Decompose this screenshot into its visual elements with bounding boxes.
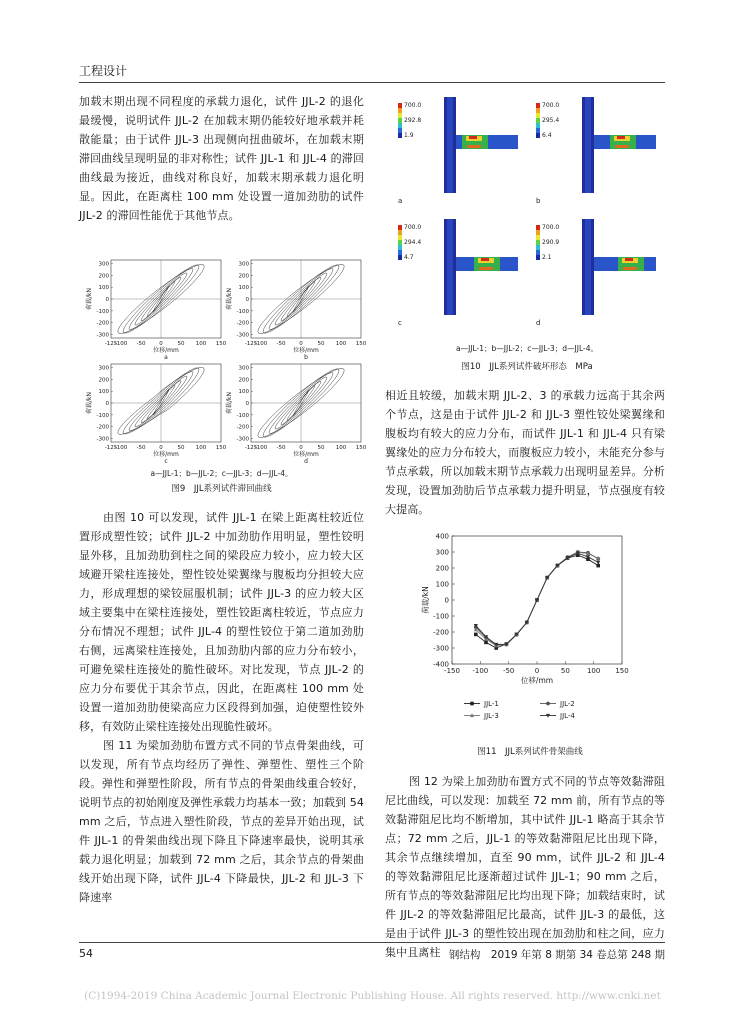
figure10-legend-swatch [398,240,402,245]
running-header: 工程设计 [79,64,128,78]
figure9-ytick-label: -100 [236,308,249,315]
figure10-legend-swatch [536,123,540,128]
figure10-panel-a [398,97,518,205]
figure10-legend-swatch [398,118,402,123]
page-number: 54 [79,947,93,960]
figure9-xtick-label: 50 [317,341,325,347]
figure10-legend-swatch [536,235,540,240]
figure10-column-web [447,219,453,315]
figure10-legend-swatch [536,128,540,133]
figure10-legend-swatch [536,240,540,245]
figure10-legend-swatch [536,250,540,255]
figure10-legend-value: 2.1 [542,254,552,261]
figure9-ytick-label: 0 [245,401,249,407]
figure9-panels [79,252,367,467]
figure10-column-web [585,219,591,315]
figure9-panel-c [85,364,227,465]
figure9-caption: 图9 JJL系列试件滞回曲线 [171,484,272,494]
figure10-panel-b [536,97,656,205]
figure9-panel-letter: a [164,354,168,361]
figure11-svg [420,530,640,730]
figure11-ytick-label: -200 [433,628,449,637]
figure9-ylabel: 荷载/kN [226,392,233,414]
figure11-ytick-label: 0 [444,596,449,605]
figure10-panel-letter: d [536,319,541,327]
right-column-top [385,386,665,519]
figure9-ytick-label: 0 [105,401,109,407]
figure9-ylabel: 荷载/kN [226,288,233,310]
figure10-legend-value: 292.8 [404,117,422,124]
figure10-panel-d [536,219,656,327]
figure11-xtick-label: -50 [502,667,515,675]
figure10-legend-value: 290.9 [542,239,560,246]
figure10-legend-swatch [398,103,402,108]
figure9-xtick-label: 50 [317,445,325,451]
figure11-legend [464,700,575,720]
left-paragraph-1: 加载末期出现不同程度的承载力退化，试件 JJL-2 的退化最缓慢，说明试件 JJL-2 在加载末期仍能较好地承载并耗散能量；由于试件 JJL-3 出现侧向扭曲破坏，在加载末期滞回曲线呈现明显的非对称性；试件 JJL-1 和 JJL-4 的滞回曲线最为接近，曲线对称良好，加载末期承载力退化明显。因此，在距离柱 100 mm 处设置一道加劲肋的试件 JJL-2 的滞回性能优于其他节点。 [79,95,364,222]
figure9-panel-a [85,260,227,361]
figure9-ytick-label: 200 [238,377,249,384]
figure9-xtick-label: 100 [195,445,207,451]
figure9-xtick-label: 0 [159,445,163,451]
figure9-ytick-label: 100 [238,285,249,292]
figure9-sublabels: a—JJL-1；b—JJL-2；c—JJL-3；d—JJL-4。 [150,469,293,478]
figure11-xtick-label: -150 [444,667,460,675]
figure9-xtick-label: -100 [114,445,128,451]
figure9-xtick-label: -50 [276,341,286,347]
figure10-legend-swatch [536,133,540,138]
left-column-top [79,92,364,225]
figure11-xtick-label: -100 [472,667,489,675]
figure9-xtick-label: 50 [177,341,185,347]
figure11-caption: 图11 JJL系列试件骨架曲线 [477,747,583,757]
figure10-legend-swatch [398,128,402,133]
figure9-ytick-label: -200 [236,424,249,431]
figure9-xtick-label: -125 [244,341,258,347]
figure10-legend-swatch [536,113,540,118]
figure11-ytick-label: -100 [433,612,449,621]
figure11-xtick-label: 50 [560,667,570,675]
figure9-ytick-label: -300 [96,332,109,339]
figure11-chart [420,530,640,730]
figure11-data-point [474,633,478,637]
figure11-ytick-label: -400 [433,660,449,669]
figure10-legend-swatch [398,108,402,113]
figure11-legend-label: JJL-2 [560,700,575,708]
figure11-ylabel: 荷载/kN [421,586,430,614]
figure9-xtick-label: -125 [104,445,118,451]
figure11-ytick-label: 300 [435,548,449,557]
figure9-xtick-label: 0 [299,341,303,347]
figure9-ytick-label: -100 [236,412,249,419]
figure10-panels [392,95,662,340]
figure10-legend-value: 4.7 [404,254,414,261]
figure10-legend-value: 6.4 [542,132,552,139]
left-paragraph-2: 由图 10 可以发现，试件 JJL-1 在梁上距离柱较近位置形成塑性铰；试件 JJL-2 中加劲肋作用明显，塑性铰明显外移，且加劲肋到柱之间的梁段应力较小，应力较大区域避开梁柱连接处，塑性铰处梁翼缘与腹板均分担较大应力，形成理想的梁铰屈服机制；试件 JJL-3 的应力较大区域主要集中在梁柱连接处，塑性铰距离柱较近，节点应力分布情况不理想；试件 JJL-4 的塑性铰位于第二道加劲肋右侧，远离梁柱连接处，且加劲肋内部的应力分布较小，可避免梁柱连接处的脆性破坏。对比发现，节点 JJL-2 的应力分布要优于其余节点，因此，在距离柱 100 mm 处设置一道加劲肋使梁高应力区段得到加强，迫使塑性铰外移，有效防止梁柱连接处出现脆性破坏。 [79,511,364,733]
figure9-xtick-label: -50 [276,445,286,451]
figure10-legend-swatch [536,118,540,123]
figure9-xtick-label: -125 [244,445,258,451]
figure9-ytick-label: 100 [238,389,249,396]
figure9-ylabel: 荷载/kN [86,288,93,310]
figure10-legend-swatch [398,133,402,138]
figure11-legend-label: JJL-4 [560,712,575,720]
figure9-xtick-label: -125 [104,341,118,347]
figure9-ylabel: 荷载/kN [86,392,93,414]
journal-info: 钢结构 2019 年第 8 期第 34 卷总第 248 期 [448,949,665,961]
figure10-legend-value: 700.0 [404,102,422,109]
figure9-ytick-label: 100 [98,389,109,396]
figure10-legend-swatch [536,225,540,230]
figure9-ytick-label: -300 [236,436,249,443]
left-column-bottom [79,508,364,907]
figure9-panel-letter: c [164,458,168,465]
figure11-legend-label: JJL-3 [484,712,499,720]
figure10-stress-peak [617,136,625,139]
figure11-ytick-label: 100 [435,580,449,589]
figure10-legend-value: 1.9 [404,132,414,139]
figure11-legend-label: JJL-1 [484,700,499,708]
figure9-xlabel: 位移/mm [293,451,319,458]
figure10-legend-value: 700.0 [542,224,560,231]
figure9-ytick-label: -300 [236,332,249,339]
figure9-xtick-label: 100 [195,341,207,347]
figure11-xtick-label: 100 [586,667,601,675]
figure10-svg [392,95,662,340]
figure9-ytick-label: 300 [238,365,249,372]
figure11-series-jjl-4 [474,552,601,647]
figure9-xtick-label: -50 [136,341,146,347]
figure10-legend-swatch [536,108,540,113]
figure10-stress-peak [467,145,481,148]
figure9-ytick-label: 100 [98,285,109,292]
figure10-panel-c [398,219,518,327]
figure9-ytick-label: 300 [98,365,109,372]
figure10-legend-swatch [536,230,540,235]
figure10-caption: 图10 JJL系列试件破坏形态 MPa [461,362,593,372]
figure9-xtick-label: -100 [254,445,268,451]
figure10-panel-letter: c [398,319,402,327]
figure9-xtick-label: 150 [355,445,367,451]
figure10-legend-swatch [398,245,402,250]
figure10-legend-swatch [536,245,540,250]
figure11-xtick-label: 0 [534,667,540,675]
figure9-ytick-label: -200 [96,320,109,327]
figure10-column-web [585,97,591,193]
figure9-xlabel: 位移/mm [153,347,179,354]
figure9-xtick-label: 100 [335,341,347,347]
figure9-ytick-label: 200 [98,273,109,280]
figure10-panel-letter: b [536,197,541,205]
figure10-legend-value: 700.0 [542,102,560,109]
figure10-stress-peak [625,258,633,261]
figure11-ytick-label: 400 [435,532,449,541]
figure10-stress-peak [479,267,493,270]
figure10-legend-swatch [398,250,402,255]
figure10-legend-value: 295.4 [542,117,560,124]
header-rule [79,82,665,83]
right-column-bottom [385,772,665,962]
figure9-xtick-label: -50 [136,445,146,451]
figure10-sublabels: a—JJL-1；b—JJL-2；c—JJL-3；d—JJL-4。 [455,344,599,353]
right-paragraph-2: 图 12 为梁上加劲肋布置方式不同的节点等效黏滞阻尼比曲线，可以发现：加载至 72 mm 前，所有节点的等效黏滞阻尼比均不断增加，其中试件 JJL-1 略高于其余节点；72 mm 之后，JJL-1 的等效黏滞阻尼比出现下降，其余节点继续增加，直至 90 mm，试件 JJL-2 和 JJL-4 的等效黏滞阻尼比逐渐超过试件 JJL-1；90 mm 之后，所有节点的等效黏滞阻尼比均出现下降；加载结束时，试件 JJL-2 的等效黏滞阻尼比最高，试件 JJL-3 的最低，这是由于试件 JJL-3 的塑性铰出现在加劲肋和柱之间，应力集中且离柱 [385,775,665,959]
figure10-column-web [447,97,453,193]
figure10-panel-letter: a [398,197,403,205]
figure9-xtick-label: 100 [335,445,347,451]
figure9-panel-d [225,364,367,465]
figure9-xlabel: 位移/mm [153,451,179,458]
figure10-legend-value: 700.0 [404,224,422,231]
figure9-ytick-label: 200 [98,377,109,384]
figure11-legend-marker [546,702,550,706]
figure9-ytick-label: 300 [238,261,249,268]
figure10-stress-peak [481,258,489,261]
figure9-xtick-label: -100 [114,341,128,347]
figure10-legend-swatch [398,230,402,235]
figure10-stress-peak [469,136,477,139]
right-paragraph-1: 相近且较缓，加载末期 JJL-2、3 的承载力远高于其余两个节点，这是由于试件 JJL-2 和 JJL-3 塑性铰处梁翼缘和腹板均有较大的应力分布，而试件 JJL-1 和 JJL-4 只有梁翼缘处的应力分布较大，而腹板应力较小，未能充分参与节点承载，所以加载末期节点承载力出现明显差异。分析发现，设置加劲肋后节点承载力提升明显，节点强度有较大提高。 [385,389,665,516]
figure11-legend-marker [470,702,474,706]
figure9-ytick-label: 300 [98,261,109,268]
figure9-ytick-label: -300 [96,436,109,443]
figure9-panel-letter: d [304,458,308,465]
figure9-panel-b [225,260,367,361]
figure9-xtick-label: 50 [177,445,185,451]
figure11-xlabel: 位移/mm [520,676,554,685]
figure9-ytick-label: -200 [236,320,249,327]
figure9-xtick-label: -100 [254,341,268,347]
figure9-ytick-label: 0 [105,297,109,303]
figure9-xtick-label: 150 [215,445,227,451]
figure9-xtick-label: 150 [215,341,227,347]
footer-rule [79,942,665,943]
figure10-stress-peak [615,145,629,148]
figure9-ytick-label: -100 [96,308,109,315]
figure9-xtick-label: 0 [159,341,163,347]
figure11-ytick-label: -300 [433,644,449,653]
left-paragraph-3: 图 11 为梁加劲肋布置方式不同的节点骨架曲线，可以发现，所有节点均经历了弹性、弹塑性、塑性三个阶段。弹性和弹塑性阶段，所有节点的骨架曲线重合较好，说明节点的初始刚度及弹性承载力均基本一致；加载到 54 mm 之后，节点进入塑性阶段，节点的差异开始出现，试件 JJL-1 的骨架曲线出现下降且下降速率最快，说明其承载力退化明显；加载到 72 mm 之后，其余节点的骨架曲线开始出现下降，试件 JJL-4 下降最快，JJL-2 和 JJL-3 下降速率 [79,739,364,904]
figure9-ytick-label: 0 [245,297,249,303]
figure10-legend-swatch [398,235,402,240]
figure9-svg [79,252,367,467]
copyright-watermark: (C)1994-2019 China Academic Journal Electronic Publishing House. All rights reserved. http://www.cnki.net [84,990,661,1002]
figure9-xtick-label: 0 [299,445,303,451]
figure9-ytick-label: -200 [96,424,109,431]
figure9-ytick-label: 200 [238,273,249,280]
figure11-xtick-label: 150 [615,667,629,675]
figure11-data-point [484,641,488,645]
figure10-legend-value: 294.4 [404,239,422,246]
figure10-stress-peak [623,267,637,270]
figure10-legend-swatch [398,225,402,230]
figure9-xtick-label: 150 [355,341,367,347]
figure9-panel-letter: b [304,354,308,361]
figure10-legend-swatch [536,255,540,260]
figure10-legend-swatch [398,123,402,128]
figure10-legend-swatch [398,113,402,118]
figure10-legend-swatch [536,103,540,108]
figure10-legend-swatch [398,255,402,260]
figure11-ytick-label: 200 [435,564,449,573]
figure9-xlabel: 位移/mm [293,347,319,354]
figure9-ytick-label: -100 [96,412,109,419]
